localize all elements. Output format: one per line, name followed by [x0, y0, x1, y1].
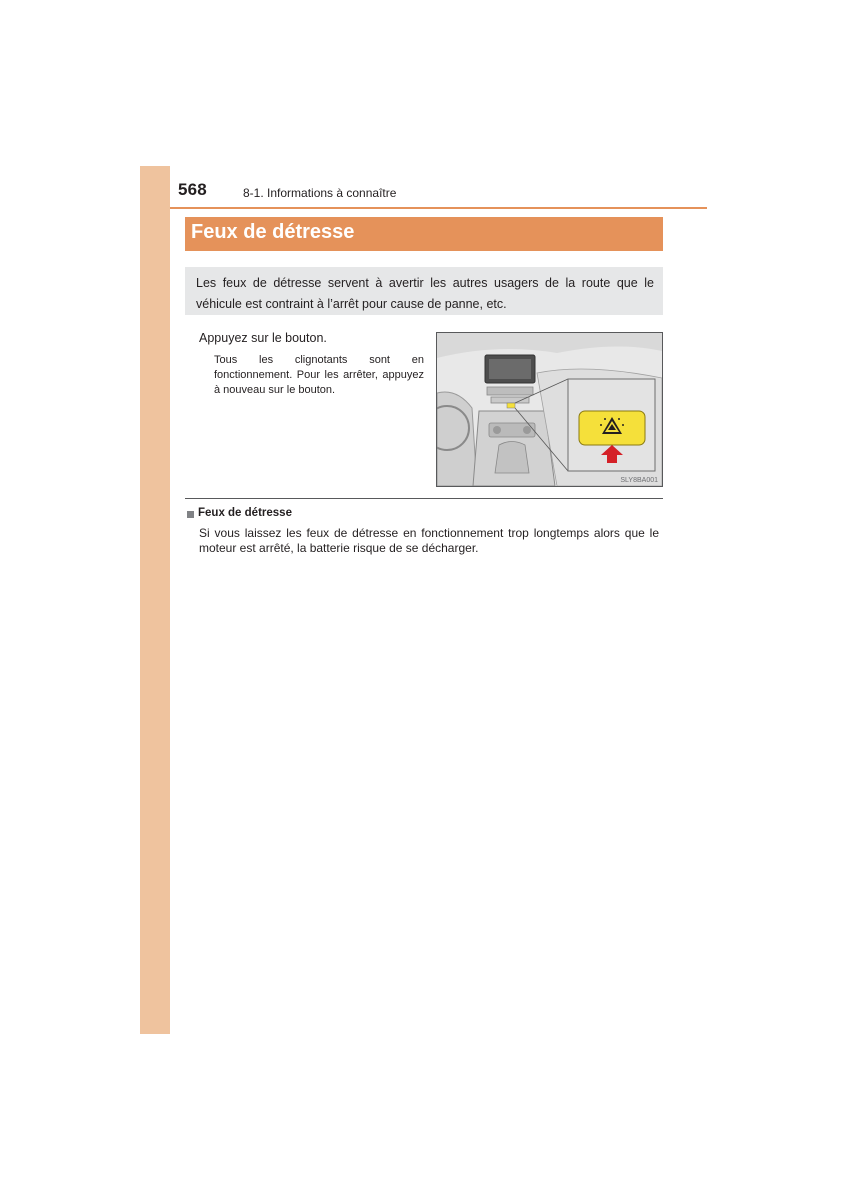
square-bullet-icon — [187, 511, 194, 518]
instruction-detail: Tous les clignotants sont en fonctionnement. Pour les arrêter, appuyez à nouveau sur le bouton. — [214, 354, 424, 396]
note-heading: Feux de détresse — [198, 507, 292, 519]
section-title-bar — [185, 217, 663, 251]
chapter-side-tab — [140, 166, 170, 1034]
section-label: 8-1. Informations à connaître — [243, 186, 397, 200]
note-rule — [185, 498, 663, 499]
intro-box: Les feux de détresse servent à avertir les autres usagers de la route que le véhicule est contraint à l’arrêt pour cause de panne, etc. — [185, 267, 663, 315]
page-number: 568 — [178, 180, 207, 199]
note-body: Si vous laissez les feux de détresse en fonctionnement trop longtemps alors que le moteur est arrêté, la batterie risque de se décharger. — [199, 526, 659, 555]
figure-code: SLY8BA001 — [620, 477, 658, 484]
dashboard-figure — [436, 332, 663, 487]
page-title: Feux de détresse — [191, 221, 355, 243]
instruction-step: Appuyez sur le bouton. — [199, 331, 327, 345]
dashboard-illustration — [437, 333, 662, 486]
header-rule — [170, 207, 707, 209]
